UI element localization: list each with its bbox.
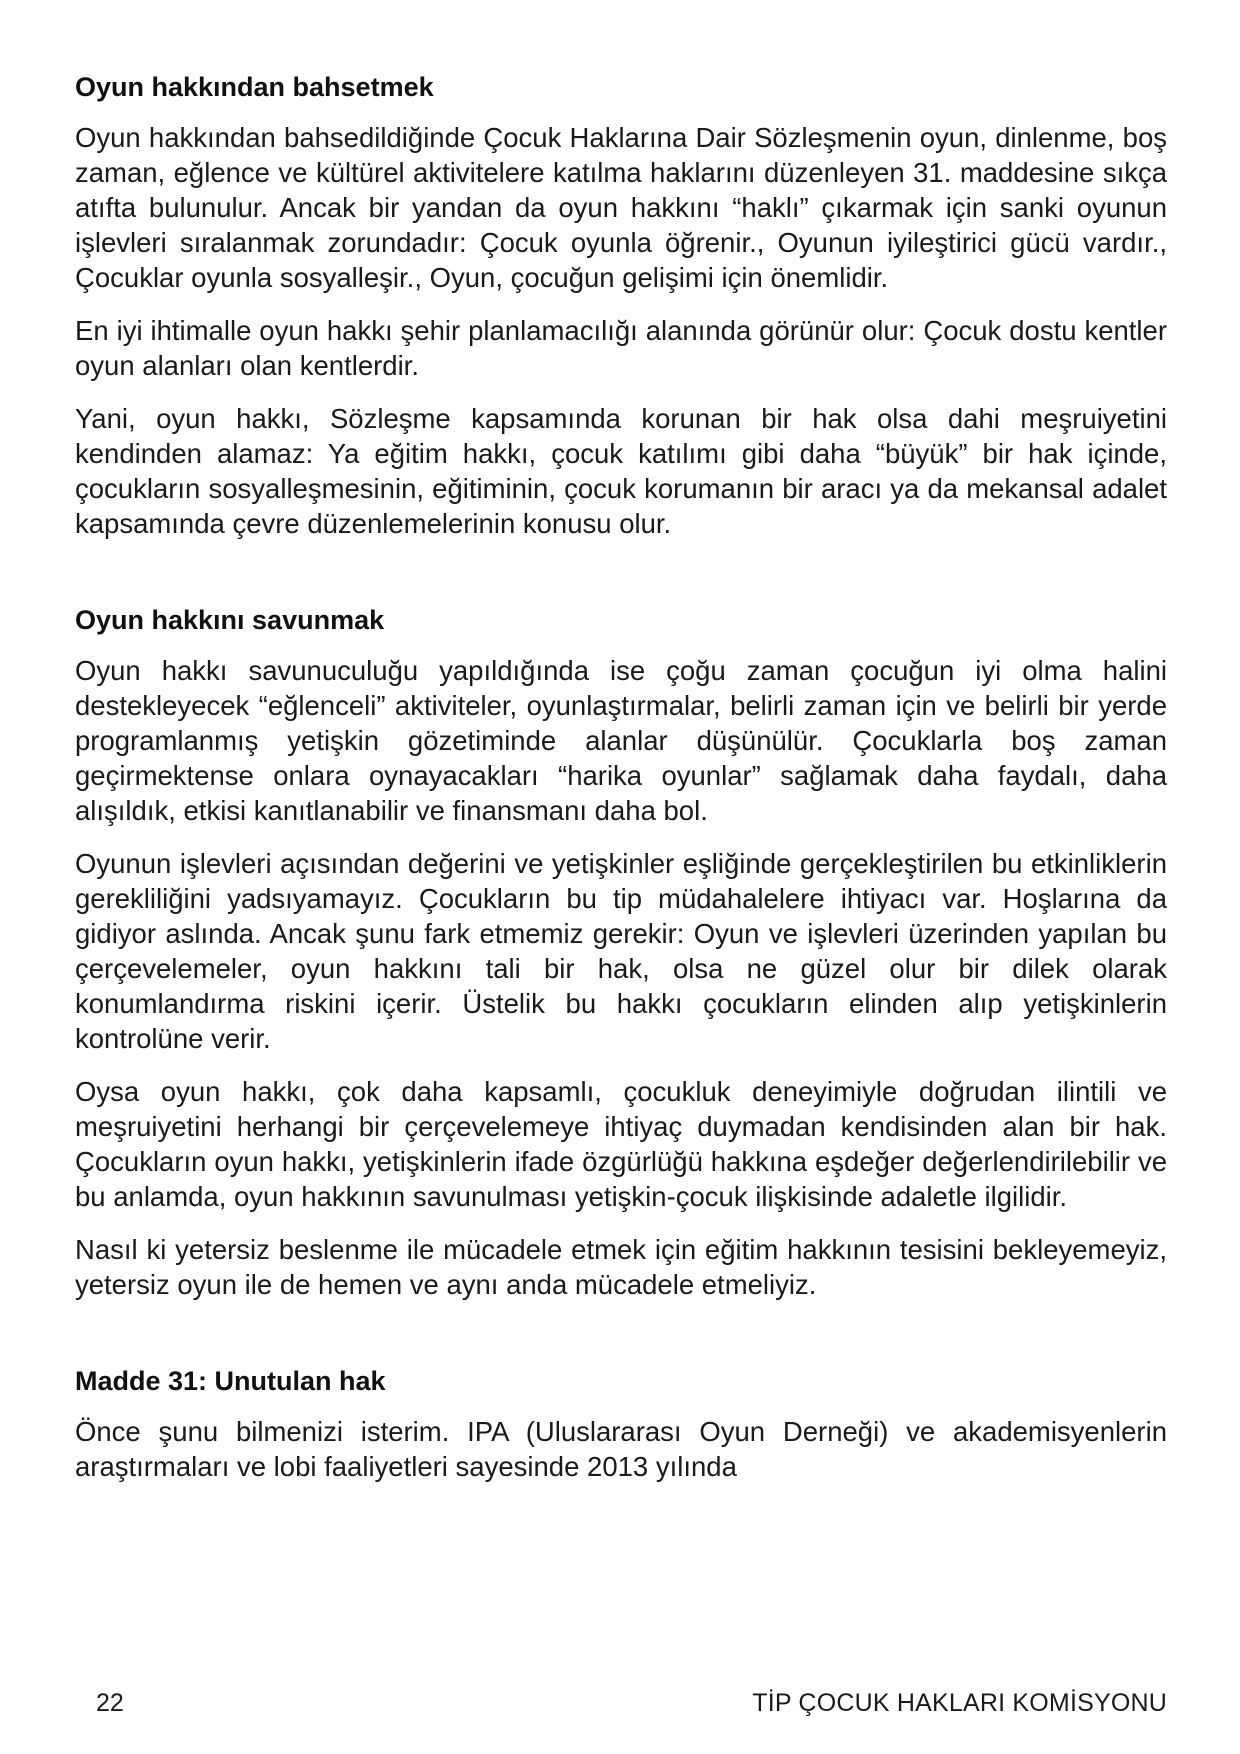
page-number: 22 xyxy=(96,1689,124,1717)
running-title: TİP ÇOCUK HAKLARI KOMİSYONU xyxy=(752,1689,1167,1717)
section-heading: Madde 31: Unutulan hak xyxy=(75,1366,386,1396)
paragraph: Oyun hakkından bahsedildiğinde Çocuk Haklarına Dair Sözleşmenin oyun, dinlenme, boş zaman, eğlence ve kültürel aktivitelere katılma haklarını düzenleyen 31. maddesine sıkça atıfta bulunulur. Ancak bir yandan da oyun hakkını “haklı” çıkarmak için sanki oyunun işlevleri sıralanmak zorundadır: Çocuk oyunla öğrenir., Oyunun iyileştirici gücü vardır., Çocuklar oyunla sosyalleşir., Oyun, çocuğun gelişimi için önemlidir. xyxy=(75,122,1167,293)
section-heading: Oyun hakkını savunmak xyxy=(75,605,385,635)
paragraph: Önce şunu bilmenizi isterim. IPA (Uluslararası Oyun Derneği) ve akademisyenlerin araştırmaları ve lobi faaliyetleri sayesinde 2013 yılında xyxy=(75,1416,1167,1482)
paragraph: En iyi ihtimalle oyun hakkı şehir planlamacılığı alanında görünür olur: Çocuk dostu kentler oyun alanları olan kentlerdir. xyxy=(75,315,1167,381)
section-heading: Oyun hakkından bahsetmek xyxy=(75,72,434,102)
paragraph: Oyun hakkı savunuculuğu yapıldığında ise çoğu zaman çocuğun iyi olma halini destekleyecek “eğlenceli” aktiviteler, oyunlaştırmalar, belirli zaman için ve belirli bir yerde programlanmış yetişkin gözetiminde alanlar düşünülür. Çocuklarla boş zaman geçirmektense onlara oynayacakları “harika oyunlar” sağlamak daha faydalı, daha alışıldık, etkisi kanıtlanabilir ve finansmanı daha bol. xyxy=(75,655,1167,826)
paragraph: Nasıl ki yetersiz beslenme ile mücadele etmek için eğitim hakkının tesisini bekleyemeyiz, yetersiz oyun ile de hemen ve aynı anda mücadele etmeliyiz. xyxy=(75,1234,1167,1300)
section-oyun-hakkindan-bahsetmek xyxy=(75,70,1167,541)
page-footer xyxy=(96,1686,1167,1720)
paragraph: Yani, oyun hakkı, Sözleşme kapsamında korunan bir hak olsa dahi meşruiyetini kendinden alamaz: Ya eğitim hakkı, çocuk katılımı gibi daha “büyük” bir hak içinde, çocukların sosyalleşmesinin, eğitiminin, çocuk korumanın bir aracı ya da mekansal adalet kapsamında çevre düzenlemelerinin konusu olur. xyxy=(75,403,1167,539)
paragraph: Oysa oyun hakkı, çok daha kapsamlı, çocukluk deneyimiyle doğrudan ilintili ve meşruiyetini herhangi bir çerçevelemeye ihtiyaç duymadan kendisinden alan bir hak. Çocukların oyun hakkı, yetişkinlerin ifade özgürlüğü hakkına eşdeğer değerlendirilebilir ve bu anlamda, oyun hakkının savunulması yetişkin-çocuk ilişkisinde adaletle ilgilidir. xyxy=(75,1076,1167,1212)
section-oyun-hakkini-savunmak xyxy=(75,603,1167,1302)
section-madde-31-unutulan-hak xyxy=(75,1364,1167,1484)
page-body xyxy=(75,70,1167,1484)
paragraph: Oyunun işlevleri açısından değerini ve yetişkinler eşliğinde gerçekleştirilen bu etkinliklerin gerekliliğini yadsıyamayız. Çocukların bu tip müdahalelere ihtiyacı var. Hoşlarına da gidiyor aslında. Ancak şunu fark etmemiz gerekir: Oyun ve işlevleri üzerinden yapılan bu çerçevelemeler, oyun hakkını tali bir hak, olsa ne güzel olur bir dilek olarak konumlandırma riskini içerir. Üstelik bu hakkı çocukların elinden alıp yetişkinlerin kontrolüne verir. xyxy=(75,848,1167,1054)
